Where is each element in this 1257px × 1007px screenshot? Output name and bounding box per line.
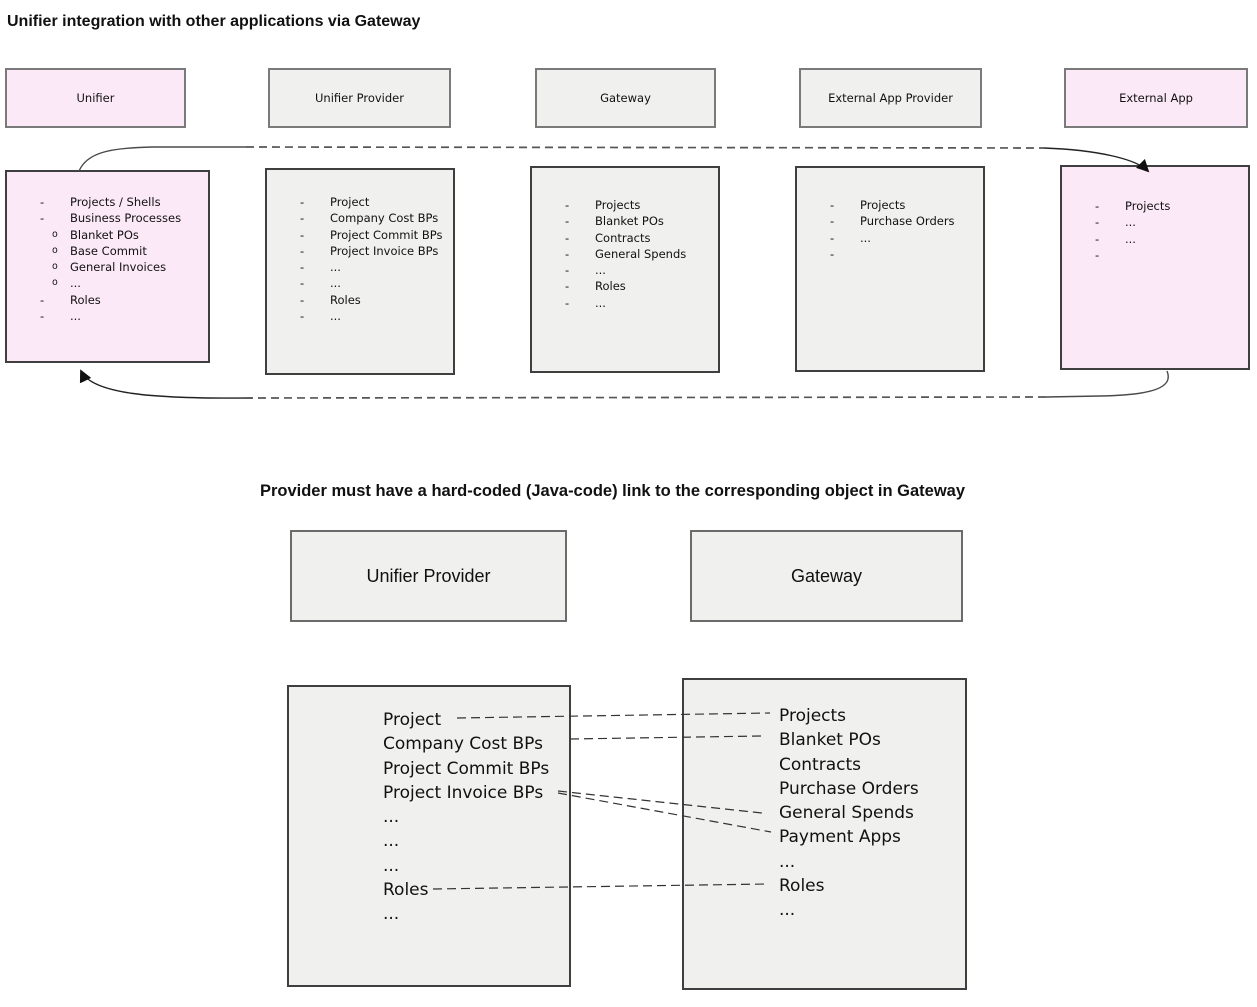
list-item: [267, 210, 453, 226]
list-item: [267, 259, 453, 275]
list-item: [7, 227, 208, 243]
list-item: General Spends: [779, 803, 914, 824]
list-item: [797, 230, 983, 246]
list-item: [797, 197, 983, 213]
header-box-unifier-provider: [268, 68, 451, 128]
list-item: [7, 194, 208, 210]
list-item: Contracts: [779, 754, 861, 775]
bullet: -: [830, 198, 835, 212]
bullet: -: [1095, 215, 1100, 230]
list-item: Roles: [779, 876, 825, 897]
list-item: [7, 259, 208, 275]
content-box-bottom-unifier-provider: [287, 685, 571, 987]
bullet: -: [40, 211, 45, 226]
content-box-unifier: [5, 170, 210, 363]
list-item: ...: [779, 851, 796, 872]
header-label-gateway: Gateway: [600, 91, 651, 105]
bullet: -: [565, 214, 570, 229]
list-item: [797, 213, 983, 229]
list-item: Purchase Orders: [779, 778, 919, 799]
list-item-text: Company Cost BPs: [330, 211, 439, 226]
header-box-gateway: [535, 68, 716, 128]
list-item-text: Project: [330, 195, 370, 209]
content-box-bottom-gateway: [682, 678, 967, 990]
list-item: [532, 262, 718, 278]
list-item-text: Roles: [330, 292, 361, 307]
bullet: -: [565, 198, 570, 212]
list-item: Roles: [383, 880, 429, 901]
bullet: o: [52, 277, 58, 289]
list-item: [7, 210, 208, 226]
list-item: ...: [383, 904, 400, 925]
list-item: [267, 275, 453, 291]
bullet: -: [830, 214, 835, 229]
list-item: [532, 246, 718, 262]
list-item-text: Blanket POs: [70, 227, 139, 242]
list-item-text: ...: [595, 263, 606, 278]
bullet: o: [52, 228, 58, 240]
list-item-text: Base Commit: [70, 243, 147, 258]
list-item-text: Contracts: [595, 230, 651, 245]
list-item: ...: [383, 807, 400, 828]
list-item: [1062, 231, 1248, 247]
header-label-external-app: External App: [1119, 91, 1193, 105]
list-item-text: ...: [70, 309, 81, 324]
header-label-external-app-provider: External App Provider: [828, 91, 953, 105]
list-item-text: Projects / Shells: [70, 195, 161, 209]
list-item-text: Blanket POs: [595, 214, 664, 229]
bullet: -: [1095, 199, 1100, 213]
list-item: [267, 243, 453, 259]
page-title: Unifier integration with other applications via Gateway: [7, 13, 421, 30]
list-item-text: Business Processes: [70, 211, 182, 226]
list-item-text: ...: [330, 276, 341, 291]
header-label-bottom-gateway: Gateway: [790, 565, 863, 586]
content-box-external-app: [1060, 165, 1250, 370]
list-item-text: ...: [330, 309, 341, 324]
list-item: [267, 194, 453, 210]
header-box-unifier: [5, 68, 186, 128]
list-item-text: Roles: [595, 279, 626, 294]
bullet: -: [565, 295, 570, 310]
list-item: Projects: [779, 706, 847, 726]
list-item: [532, 230, 718, 246]
list-item-text: Projects: [595, 198, 641, 212]
bullet: -: [565, 263, 570, 278]
list-item: [797, 246, 983, 262]
list-item-text: Projects: [860, 198, 906, 212]
bullet: o: [52, 244, 58, 256]
bullet: -: [300, 243, 305, 258]
section-subtitle: Provider must have a hard-coded (Java-code) link to the corresponding object in Gateway: [259, 482, 966, 500]
arrow-external-app-to-unifier: [81, 371, 1168, 398]
list-item: [532, 295, 718, 311]
header-box-bottom-gateway: [690, 530, 963, 622]
bullet: -: [1095, 247, 1100, 262]
content-box-gateway: [530, 166, 720, 373]
header-label-bottom-unifier-provider: Unifier Provider: [366, 565, 491, 586]
list-item: Project Commit BPs: [383, 758, 550, 779]
header-label-unifier: Unifier: [76, 91, 115, 105]
list-item-text: Project Commit BPs: [330, 227, 443, 242]
list-item-text: General Invoices: [70, 260, 167, 275]
list-item: [267, 227, 453, 243]
list-item: ...: [383, 831, 400, 852]
list-item-text: Project Invoice BPs: [330, 243, 439, 258]
list-item: [7, 292, 208, 308]
list-item: [1062, 198, 1248, 214]
list-item-text: Projects: [1125, 199, 1171, 213]
bullet: -: [300, 260, 305, 275]
bullet: -: [565, 246, 570, 261]
content-box-external-app-provider: [795, 166, 985, 372]
bullet: -: [300, 292, 305, 307]
list-item: [267, 308, 453, 324]
list-item-text: ...: [860, 230, 871, 245]
list-item-text: Roles: [70, 292, 101, 307]
list-item: ...: [779, 900, 796, 921]
header-box-external-app-provider: [799, 68, 982, 128]
header-box-bottom-unifier-provider: [290, 530, 567, 622]
list-item: [7, 308, 208, 324]
bullet: -: [300, 276, 305, 291]
list-item: Project Invoice BPs: [383, 782, 544, 803]
bullet: -: [1095, 231, 1100, 246]
header-box-external-app: [1064, 68, 1248, 128]
list-item: ...: [383, 855, 400, 876]
bullet: -: [300, 211, 305, 226]
list-item-text: Purchase Orders: [860, 214, 955, 229]
list-item: [532, 213, 718, 229]
header-label-unifier-provider: Unifier Provider: [315, 91, 404, 105]
list-item: [1062, 214, 1248, 230]
bullet: -: [830, 230, 835, 245]
list-item-text: General Spends: [595, 246, 687, 261]
list-item: Blanket POs: [779, 730, 881, 751]
list-item: [7, 243, 208, 259]
list-item: Company Cost BPs: [383, 734, 543, 755]
bullet: -: [300, 227, 305, 242]
list-item-text: ...: [1125, 215, 1136, 230]
list-item: [1062, 247, 1248, 263]
bullet: -: [565, 279, 570, 294]
list-item: [532, 197, 718, 213]
list-item: [267, 292, 453, 308]
bullet: -: [300, 195, 305, 209]
list-item: [7, 275, 208, 291]
bullet: -: [565, 230, 570, 245]
bullet: -: [830, 246, 835, 261]
bullet: -: [40, 195, 45, 209]
list-item: Project: [383, 710, 442, 730]
bullet: -: [300, 309, 305, 324]
bullet: -: [40, 292, 45, 307]
list-item-text: ...: [1125, 231, 1136, 246]
bullet: -: [40, 309, 45, 324]
list-item: Payment Apps: [779, 827, 901, 848]
list-item-text: ...: [330, 260, 341, 275]
list-item-text: ...: [595, 295, 606, 310]
content-box-unifier-provider: [265, 168, 455, 375]
list-item: [532, 278, 718, 294]
list-item-text: ...: [70, 276, 81, 291]
bullet: o: [52, 261, 58, 273]
